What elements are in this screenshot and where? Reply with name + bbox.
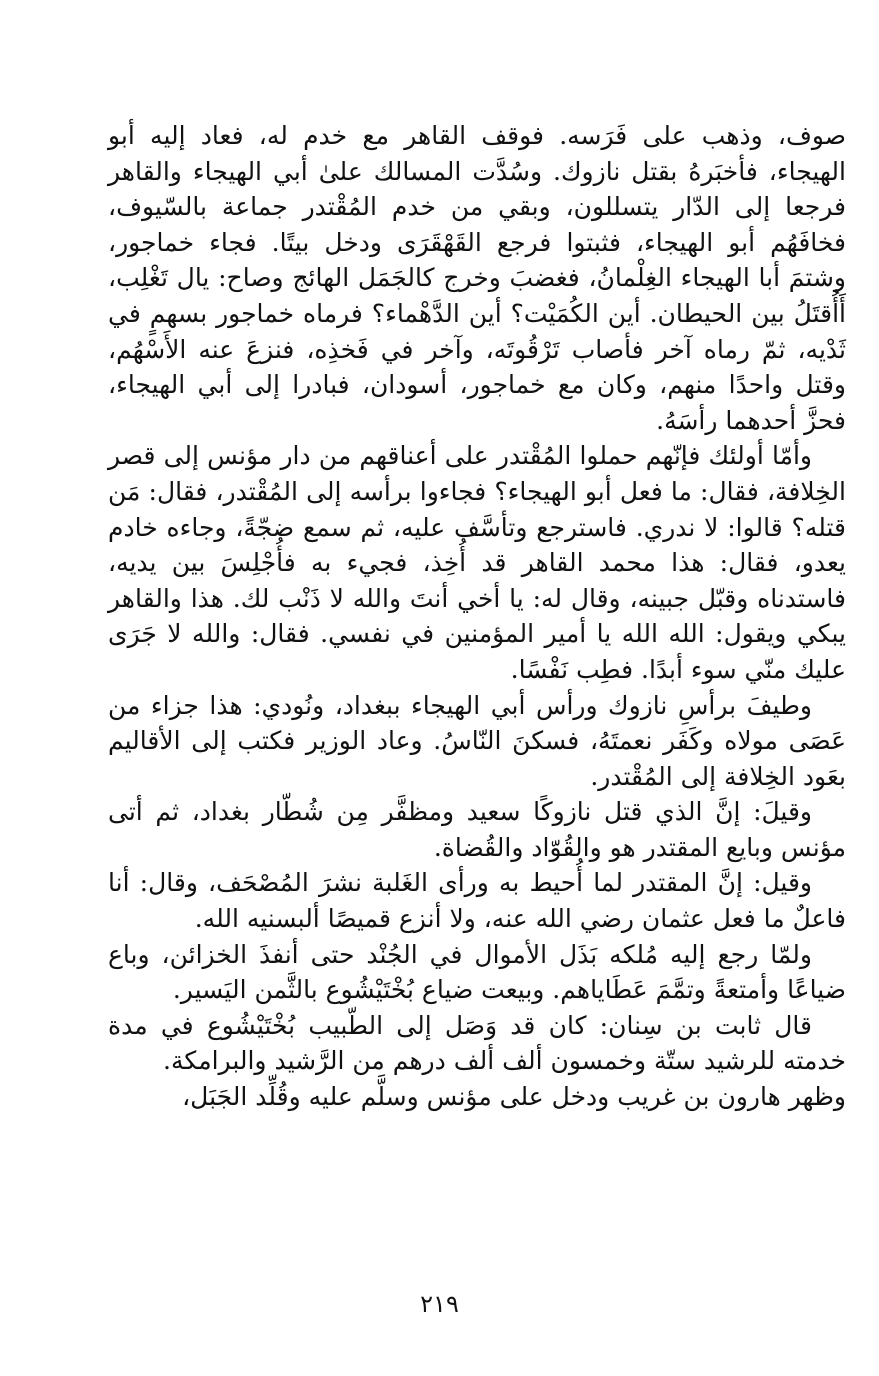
paragraph-6: ولمّا رجع إليه مُلكه بَذَل الأموال في الجُنْد حتى أنفذَ الخزائن، وباع ضياعًا وأمتعةً وتمَّمَ عَطَاياهم. وبيعت ضياع بُخْتَيْشُوع بالثَّمن اليَسير. — [108, 939, 846, 1005]
page-number: ٢١٩ — [420, 1290, 459, 1318]
paragraph-7: قال ثابت بن سِنان: كان قد وَصَل إلى الطّبيب بُخْتَيْشُوع في مدة خدمته للرشيد ستّة وخمسون ألف ألف درهم من الرَّشيد والبرامكة. — [108, 1010, 846, 1076]
paragraph-5: وقيل: إنَّ المقتدر لما أُحيط به ورأى الغَلبة نشرَ المُصْحَف، وقال: أنا فاعلٌ ما فعل عثمان رضي الله عنه، ولا أنزع قميصًا ألبسنيه الله. — [108, 868, 846, 934]
paragraph-4: وقيلَ: إنَّ الذي قتل نازوكًا سعيد ومظفَّر مِن شُطّار بغداد، ثم أتى مؤنس وبايع المقتدر هو والقُوّاد والقُضاة. — [108, 797, 846, 862]
paragraph-3: وطيفَ برأسِ نازوك ورأس أبي الهيجاء ببغداد، ونُودي: هذا جزاء من عَصَى مولاه وكَفَر نعمتَهُ، فسكنَ النّاسُ. وعاد الوزير فكتب إلى الأقاليم بعَود الخِلافة إلى المُقْتدر. — [108, 690, 846, 791]
page-body — [108, 118, 846, 1115]
paragraph-1: صوف، وذهب على فَرَسه. فوقف القاهر مع خدم له، فعاد إليه أبو الهيجاء، فأخبَرهُ بقتل نازوك. وسُدَّت المسالك علىٰ أبي الهيجاء والقاهر فرجعا إلى الدّار يتسللون، وبقي من خدم المُقْتدر جماعة بالسّيوف، فخافَهُم أبو الهيجاء، فثبتوا فرجع القَهْقَرَى ودخل بيتًا. فجاء خماجور، وشتمَ أبا الهيجاء الغِلْمانُ، فغضبَ وخرج كالجَمَل الهائج وصاح: يال تَغْلِب، أَأُقتَلُ بين الحيطان. أين الكُمَيْت؟ أين الدَّهْماء؟ فرماه خماجور بسهمٍ في ثَدْيه، ثمّ رماه آخر فأصاب تَرْقُوتَه، وآخر في فَخذِه، فنزعَ عنه الأَسْهُم، وقتل واحدًا منهم، وكان مع خماجور، أسودان، فبادرا إلى أبي الهيجاء، فحزَّ أحدهما رأسَهُ. — [108, 121, 846, 435]
paragraph-8: وظهر هارون بن غريب ودخل على مؤنس وسلَّم عليه وقُلِّد الجَبَل، — [182, 1082, 846, 1112]
paragraph-2: وأمّا أولئك فإنّهم حملوا المُقْتدر على أعناقهم من دار مؤنس إلى قصر الخِلافة، فقال: ما فعل أبو الهيجاء؟ فجاءوا برأسه إلى المُقْتدر، فقال: مَن قتله؟ قالوا: لا ندري. فاسترجع وتأسَّف عليه، ثم سمع ضجّةً، وجاءه خادم يعدو، فقال: هذا محمد القاهر قد أُخِذ، فجيء به فأُجْلِسَ بين يديه، فاستدناه وقبّل جبينه، وقال له: يا أخي أنتَ والله لا ذَنْب لك. هذا والقاهر يبكي ويقول: الله الله يا أمير المؤمنين في نفسي. فقال: والله لا جَرَى عليك منّي سوء أبدًا. فطِب نَفْسًا. — [108, 441, 846, 684]
